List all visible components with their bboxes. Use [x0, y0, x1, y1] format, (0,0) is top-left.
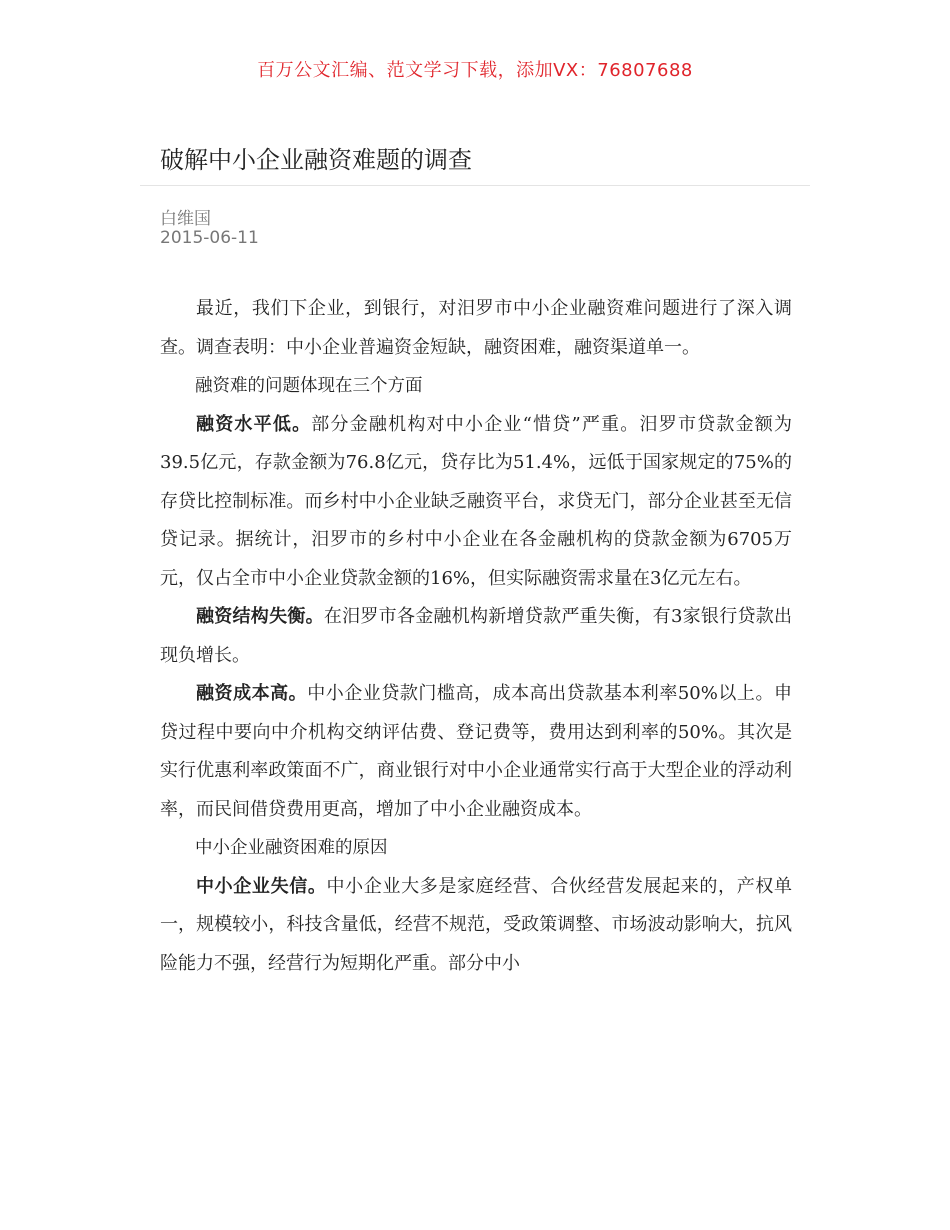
paragraph-financing-cost	[160, 675, 792, 829]
paragraph-text: 中小企业贷款门槛高，成本高出贷款基本利率50%以上。申贷过程中要向中介机构交纳评估费、登记费等，费用达到利率的50%。其次是实行优惠利率政策面不广，商业银行对中小企业通常实行高于大型企业的浮动利率，而民间借贷费用更高，增加了中小企业融资成本。	[160, 683, 792, 820]
paragraph-lead: 中小企业失信。	[196, 875, 327, 897]
section-heading-1: 融资难的问题体现在三个方面	[195, 376, 423, 396]
article-title: 破解中小企业融资难题的调查	[160, 146, 472, 174]
promo-banner: 百万公文汇编、范文学习下载，添加VX：76807688	[257, 60, 693, 81]
paragraph-lead: 融资结构失衡。	[196, 606, 324, 627]
article-date: 2015-06-11	[160, 228, 259, 248]
title-divider	[140, 185, 810, 186]
article-body	[160, 290, 792, 983]
paragraph-financing-structure	[160, 598, 792, 675]
article-author: 白维国	[160, 209, 211, 229]
paragraph-text: 在汨罗市各金融机构新增贷款严重失衡，有3家银行贷款出现负增长。	[160, 606, 793, 666]
paragraph-intro: 最近，我们下企业，到银行，对汨罗市中小企业融资难问题进行了深入调查。调查表明：中小企业普遍资金短缺，融资困难，融资渠道单一。	[160, 298, 792, 358]
paragraph-lead: 融资成本高。	[196, 683, 308, 704]
paragraph-enterprise-credit	[160, 868, 792, 984]
paragraph-financing-level	[160, 406, 792, 599]
paragraph-lead: 融资水平低。	[196, 413, 312, 435]
section-heading-2: 中小企业融资困难的原因	[195, 838, 388, 858]
paragraph-text: 中小企业大多是家庭经营、合伙经营发展起来的，产权单一，规模较小，科技含量低，经营不规范，受政策调整、市场波动影响大，抗风险能力不强，经营行为短期化严重。部分中小	[160, 875, 792, 974]
paragraph-text: 部分金融机构对中小企业“惜贷”严重。汨罗市贷款金额为39.5亿元，存款金额为76.8亿元，贷存比为51.4%，远低于国家规定的75%的存贷比控制标准。而乡村中小企业缺乏融资平台，求贷无门，部分企业甚至无信贷记录。据统计，汨罗市的乡村中小企业在各金融机构的贷款金额为6705万元，仅占全市中小企业贷款金额的16%，但实际融资需求量在3亿元左右。	[160, 413, 793, 589]
